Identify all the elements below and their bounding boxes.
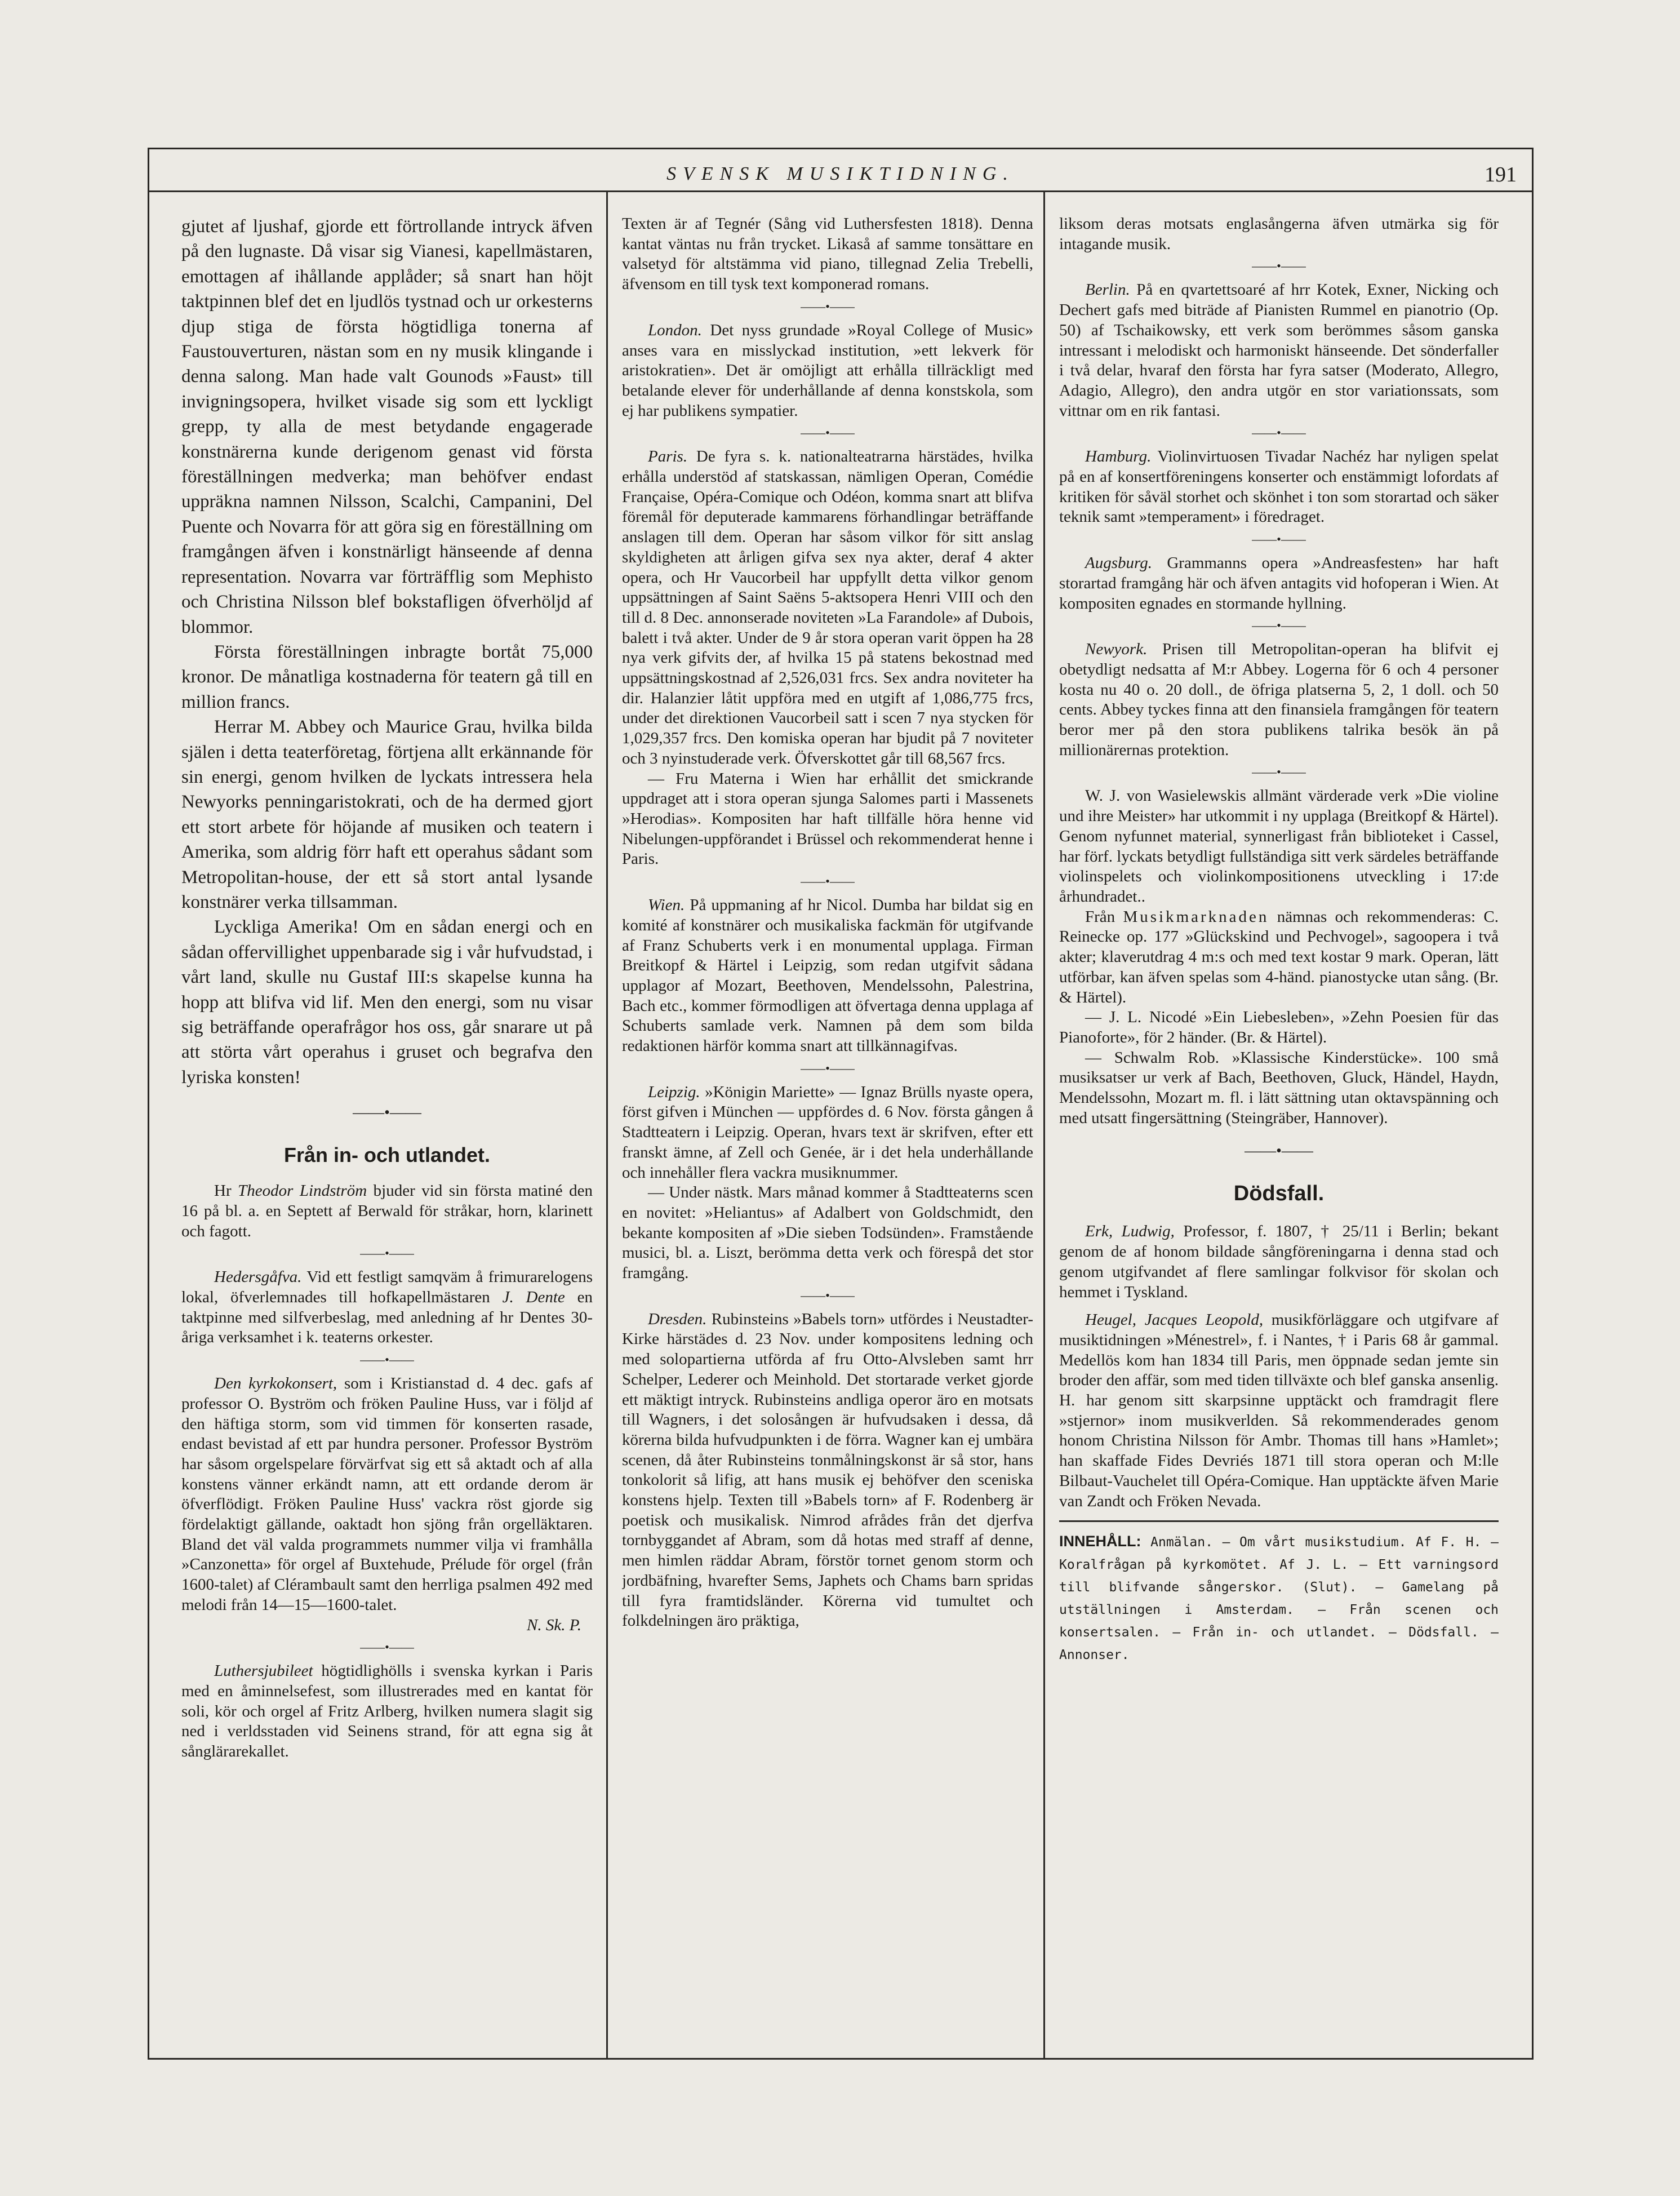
header-rule: [148, 190, 1534, 192]
separator: ——•——: [1252, 425, 1306, 440]
paragraph: Herrar M. Abbey och Maurice Grau, hvilka bilda själen i detta teaterföretag, förtjena allt erkännande för sin energi, genom hvilken de lyckats intressera hela Newyorks penningaristokrati, och de ha dermed gjort ett stort arbete för höjande af musiken och teatern i Amerika, som aldrig förr haft ett operahus sådant som Metropolitan-house, der ett så stort antal lysande konstnärer verka tillsamman.: [181, 717, 593, 912]
separator: ——•——: [801, 874, 855, 889]
column-2: [622, 214, 1033, 2051]
separator: ——•——: [801, 1288, 855, 1302]
news-item-hamburg: Hamburg. Violinvirtuosen Tivadar Nachéz har nyligen spelat på en af konsertföreningens konserter och enstämmigt lofordats af kritiken för såväl storhet och skönhet i ton som storartad och säker teknik samt »temperament» i föredraget.: [1059, 447, 1499, 526]
news-item: Hedersgåfva. Vid ett festligt samqväm å frimurarelogens lokal, öfverlemnades till hofkapellmästaren J. Dente en taktpinne med silfverbeslag, med anledning af hr Dentes 30-åriga verksamhet i k. teaterns orkester.: [181, 1268, 593, 1347]
separator: ——•——: [801, 425, 855, 440]
news-item: Den kyrkokonsert, som i Kristianstad d. 4 dec. gafs af professor O. Byström och fröken Pauline Huss, var i följd af den häftiga storm, som vid timmen för konserten rasade, endast bevistad af ett par hundra personer. Professor Byström har såsom orgelspelare förvärfvat sig ett så aktadt och af alla konstens vänner erkändt namn, att ett ordande derom är öfverflödigt. Fröken Pauline Huss' vackra röst gjorde sig fördelaktigt gällande, oaktadt hon sjöng från orgelläktaren. Bland det väl valda programmets nummer vilja vi framhålla »Canzonetta» för orgel af Buxtehude, Prélude för orgel (från 1600-talet) af Clérambault samt den herrliga psalmen 492 med melodi från 14—15—1600-talet.: [181, 1374, 593, 1614]
paragraph: — Schwalm Rob. »Klassische Kinderstücke». 100 små musiksatser ur verk af Bach, Beethoven, Gluck, Händel, Haydn, Mendelssohn, Mozart m. fl. i lätt sättning utan oktavspänning och med utsatt fingersättning (Steingräber, Hannover).: [1059, 1048, 1499, 1127]
news-item-wien: Wien. På uppmaning af hr Nicol. Dumba har bildat sig en komité af konstnärer och musikaliska fackmän för utgifvande af Franz Schuberts verk i en monumental upplaga. Firman Breitkopf & Härtel i Leipzig, som redan utgifvit sådana upplagor af Mozart, Beethoven, Mendelssohn, Palestrina, Bach etc., kommer förmodligen att öfvertaga denna upplaga af Schuberts samlade verk. Namnen på dem som bilda redaktionen härför komma snart att tillkännagifvas.: [622, 896, 1033, 1055]
news-item-newyork: Newyork. Prisen till Metropolitan-operan ha blifvit ej obetydligt nedsatta af M:r Abbey. Logerna för 6 och 4 personer kosta nu 40 o. 20 doll., de öfriga platserna 5, 2, 1 doll. och 50 cents. Abbey tyckes finna att den finansiela framgången för teatern beror mer på den stora publikens talrika besök än på millionärernas protektion.: [1059, 640, 1499, 759]
column-3: [1059, 214, 1499, 2051]
news-item: Luthersjubileet högtidlighölls i svenska kyrkan i Paris med en åminnelsefest, som illustrerades med en kantat för soli, kör och orgel af Fritz Arlberg, hvilken numera slagit sig ned i verldsstaden vid Seinens strand, för att egna sig åt sånglärarekallet.: [181, 1662, 593, 1761]
separator: ——•——: [1252, 259, 1306, 273]
column-rule-1: [606, 190, 608, 2060]
paragraph: liksom deras motsats englasångerna äfven utmärka sig för intagande musik.: [1059, 215, 1499, 253]
separator: ——•——: [801, 1061, 855, 1075]
paragraph: Texten är af Tegnér (Sång vid Luthersfesten 1818). Denna kantat väntas nu från trycket. Likaså af samme tonsättare en valsetyd för altstämma vid piano, tillegnad Zelia Trebelli, äfvensom en till tysk text komponerad romans.: [622, 215, 1033, 294]
news-block: [181, 1181, 593, 1762]
separator: ——•——: [1245, 1142, 1313, 1160]
obituary: Erk, Ludwig, Professor, f. 1807, † 25/11 i Berlin; bekant genom de af honom bildade sångföreningarna i denna stad och genom utgifvandet af flere samlingar folkvisor för skolan och hemmet i Tyskland.: [1059, 1222, 1499, 1301]
paragraph: Från Musikmarknaden nämnas och rekommenderas: C. Reinecke op. 177 »Glückskind und Pechvogel», sagoopera i två akter; klaverutdrag 4 m:s och med text kostar 9 mark. Operan, lätt utförbar, kan äfven spelas som 4-händ. pianostycke utan sång. (Br. & Härtel).: [1059, 907, 1499, 1006]
paragraph: — Under nästk. Mars månad kommer å Stadtteaterns scen en novitet: »Heliantus» af Adalbert von Goldschmidt, den bekante kompositen af »Die sieben Todsünden». Framstående musici, bl. a. Liszt, berömma detta verk och förespå det stor framgång.: [622, 1183, 1033, 1283]
signature: N. Sk. P.: [527, 1616, 581, 1634]
separator: ——•——: [1252, 765, 1306, 779]
paragraph: — Fru Materna i Wien har erhållit det smickrande uppdraget att i stora operan sjunga Salomes parti i Massenets »Herodias». Kompositen har haft tillfälle höra henne vid Nibelungen-uppförandet i Brüssel och rekommenderat henne i Paris.: [622, 769, 1033, 868]
paragraph: gjutet af ljushaf, gjorde ett förtrollande intryck äfven på den lugnaste. Då visar sig Vianesi, kapellmästaren, emottagen af ihållande applåder; så snart han höjt taktpinnen blef det en ljudlös tystnad och ur orkesterns djup stiga de första högtidliga tonerna af Faustouverturen, nästan som en ny musik klingande i denna salong. Man hade valt Gounods »Faust» till invigningsopera, hvilket visade sig som ett lyckligt grepp, ty alla de mest betydande engagerade konstnärerna kunde derigenom genast vid första föreställningen medverka; man behöfver endast uppräkna namnen Nilsson, Scalchi, Campanini, Del Puente och Novarra för att göra sig en föreställning om framgången äfven i konstnärligt hänseende af denna representation. Novarra var förträfflig som Mephisto och Christina Nilsson blef bokstafligen öfverhöljd af blommor.: [181, 216, 593, 637]
table-of-contents: INNEHÅLL: Anmälan. — Om vårt musikstudium. Af F. H. — Koralfrågan på kyrkomötet. Af J. L. — Ett varningsord till blifvande sångerskor. (Slut). — Gamelang på utställningen i Amsterdam. — Från scenen och konsertsalen. — Från in- och utlandet. — Dödsfall. — Annonser.: [1059, 1520, 1499, 1666]
news-item-berlin: Berlin. På en qvartettsoaré af hrr Kotek, Exner, Nicking och Dechert gafs med biträde af Pianisten Rummel en pianotrio (Op. 50) af Tschaikowsky, ett verk som berömmes såsom ganska intressant i melodiskt och harmoniskt hänseende. Det sönderfaller i två delar, hvaraf den första har fyra satser (Moderato, Allegro, Adagio, Allegro), den andra utgör en stor variationssats, som vittnar om en rik fantasi.: [1059, 281, 1499, 420]
separator: ——•——: [1252, 532, 1306, 547]
separator: ——•——: [353, 1104, 421, 1122]
section-title: Från in- och utlandet.: [284, 1143, 490, 1167]
news-item-paris: Paris. De fyra s. k. nationalteatrarna härstädes, hvilka erhålla understöd af statskassan, nämligen Operan, Comédie Française, Opéra-Comique och Odéon, komma snart att blifva föremål för deputerade kammarens förhandlingar beträffande anslagen till dem. Operan har såsom vilkor för sitt anslag skyldigheten att årligen gifva sex nya akter, deraf 4 akter opera, och Hr Vaucorbeil har uppfyllt detta vilkor genom uppsättningen af Saint Saëns 5-aktsopera Henri VIII och den till d. 8 Dec. annonserade noviteten »La Farandole» af Dubois, balett i två akter. Under de 9 år stora operan varit öppen ha 28 nya verk gifvits der, af hvilka 15 på statens bekostnad med uppsättningskostnad af 2,526,031 frcs. Sex andra noviteter ha dir. Halanzier låtit uppföra med en utgift af 1,086,775 frcs, under det direktionen Vaucorbeil satt i scen 7 nya stycken för 1,029,357 frcs. Den komiska operan har bjudit på 7 noviteter och 3 nyinstuderade verk. Öfverskottet går till 68,567 frcs.: [622, 447, 1033, 768]
separator: ——•——: [801, 299, 855, 313]
separator: ——•——: [360, 1352, 414, 1367]
news-item-london: London. Det nyss grundade »Royal College of Music» anses vara en misslyckad institution, »ett lekverk för aristokratien». Det är omöjligt att erhålla tillräckligt med betalande elever för underhållande af denna konstskola, som ej har publikens sympatier.: [622, 321, 1033, 420]
paragraph: W. J. von Wasielewskis allmänt värderade verk »Die violine und ihre Meister» har utkommit i ny upplaga (Breitkopf & Härtel). Genom nyfunnet material, synnerligast från biblioteket i Cassel, har förf. lyckats betydligt fullständiga sitt verk särdeles beträffande violinspelets och violinkompositionens utveckling i 17:de århundradet..: [1059, 787, 1499, 906]
separator: ——•——: [1252, 618, 1306, 633]
news-item-augsburg: Augsburg. Grammanns opera »Andreasfesten» har haft storartad framgång här och äfven antagits vid hofoperan i Wien. At kompositen egnades en stormande hyllning.: [1059, 554, 1499, 613]
paragraph: Lyckliga Amerika! Om en sådan energi och en sådan offervillighet uppenbarade sig i vår hufvudstad, i vårt land, skulle nu Gustaf III:s skapelse kunna ha hopp att blifva vid lif. Men den energi, som nu visar sig beträffande operafrågor hos oss, går snarare ut på att störta vårt operahus i gruset och begrafva den lyriska konsten!: [181, 917, 593, 1088]
column-1: [181, 214, 593, 2051]
obituary: Heugel, Jacques Leopold, musikförläggare och utgifvare af musiktidningen »Ménestrel», f. i Nantes, † i Paris 68 år gammal. Medellös kom han 1834 till Paris, men öppnade sedan jemte sin broder den affär, som med tiden tillväxte och blef ganska ansenlig. H. har genom sitt skarpsinne upptäckt och framdragit flere »stjernor» inom musikverlden. Så rekommenderades genom honom Christina Nilsson för Ambr. Thomas till hans »Hamlet»; han skaffade Fides Devriés 1871 till stora operan och M:lle Bilbaut-Vauchelet till Opéra-Comique. Han upptäckte äfven Marie van Zandt och Fröken Nevada.: [1059, 1311, 1499, 1510]
column-rule-2: [1043, 190, 1045, 2060]
paragraph: Första föreställningen inbragte bortåt 75,000 kronor. De månatliga kostnaderna för teatern gå till en million francs.: [181, 641, 593, 712]
section-title-deaths: Dödsfall.: [1233, 1182, 1325, 1206]
running-head: SVENSK MUSIKTIDNING.: [666, 163, 1015, 184]
news-item-dresden: Dresden. Rubinsteins »Babels torn» utfördes i Neustadter-Kirke härstädes d. 23 Nov. under kompositens ledning och med solopartierna utförda af fru Otto-Alvsleben samt hrr Schelper, Lederer och Meinhold. Det stortarade verket gjorde ett mäktigt intryck. Rubinsteins andliga operor äro en motsats till Wagners, i det solosången är hufvudsaken i dessa, då körerna bilda hufvudpunkten i de förra. Wagner kan ej umbära scenen, då åter Rubinsteins tonmålningskonst är så stor, hans tonkolorit så lifig, att hans musik ej behöfver den sceniska konstens hjelp. Texten till »Babels torn» af F. Rodenberg är poetisk och musikalisk. Nimrod afrådes från det djerfva tornbyggandet af Abram, som då hotas med straff af denne, men himlen räddar Abram, förstör tornet genom storm och jordbäfning, hvarefter Sems, Japhets och Chams barn spridas till fyra framtidsländer. Körerna vid tumultet och folkdelningen äro präktiga,: [622, 1310, 1033, 1630]
news-item: Hr Theodor Lindström bjuder vid sin första matiné den 16 på bl. a. en Septett af Berwald för stråkar, horn, klarinett och fagott.: [181, 1182, 593, 1240]
separator: ——•——: [360, 1640, 414, 1654]
paragraph: — J. L. Nicodé »Ein Liebesleben», »Zehn Poesien für das Pianoforte», för 2 händer. (Br. & Härtel).: [1059, 1008, 1499, 1046]
page-number: 191: [1485, 163, 1517, 187]
news-item-leipzig: Leipzig. »Königin Mariette» — Ignaz Brülls nyaste opera, först gifven i München — uppfördes d. 6 Nov. första gången å Stadtteatern i Leipzig. Operan, hvars text är skrifven, efter ett franskt ämne, af Zell och Genée, är i det hela underhållande och innehåller flera vackra musiknummer.: [622, 1083, 1033, 1182]
separator: ——•——: [360, 1246, 414, 1261]
